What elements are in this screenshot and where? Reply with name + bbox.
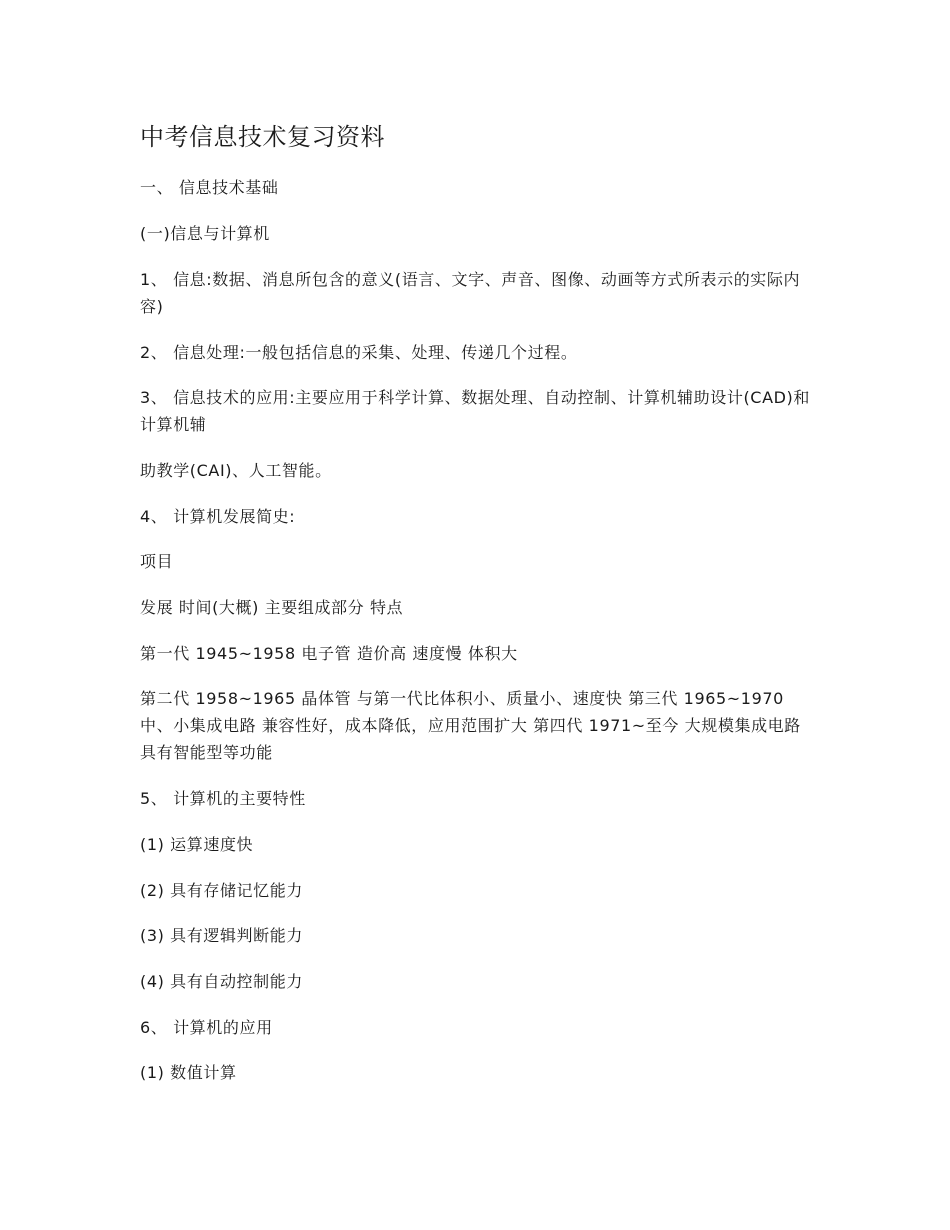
list-item: (3) 具有逻辑判断能力: [140, 926, 303, 945]
table-row-gen2-4: 第二代 1958~1965 晶体管 与第一代比体积小、质量小、速度快 第三代 1965~1970 中、小集成电路 兼容性好，成本降低，应用范围扩大 第四代 1971~至今 大规模集成电路 具有智能型等功能: [140, 689, 801, 762]
list-item: (2) 具有存储记忆能力: [140, 881, 303, 900]
paragraph-item-5: 5、 计算机的主要特性: [140, 789, 306, 808]
paragraph-item-2: 2、 信息处理:一般包括信息的采集、处理、传递几个过程。: [140, 343, 578, 362]
section-heading: 一、 信息技术基础: [140, 178, 279, 197]
subsection-heading: (一)信息与计算机: [140, 224, 270, 243]
paragraph-item-1: 1、 信息:数据、消息所包含的意义(语言、文字、声音、图像、动画等方式所表示的实际内容): [140, 270, 801, 316]
paragraph-item-4: 4、 计算机发展简史:: [140, 507, 296, 526]
paragraph-item-6: 6、 计算机的应用: [140, 1018, 273, 1037]
list-item: (1) 运算速度快: [140, 835, 254, 854]
list-item: (1) 数值计算: [140, 1063, 237, 1082]
paragraph-item-3-continued: 助教学(CAI)、人工智能。: [140, 461, 332, 480]
table-caption: 项目: [140, 552, 174, 571]
table-row-gen1: 第一代 1945~1958 电子管 造价高 速度慢 体积大: [140, 644, 518, 663]
document-title: 中考信息技术复习资料: [140, 123, 385, 151]
list-item: (4) 具有自动控制能力: [140, 972, 303, 991]
table-header-row: 发展 时间(大概) 主要组成部分 特点: [140, 598, 404, 617]
paragraph-item-3: 3、 信息技术的应用:主要应用于科学计算、数据处理、自动控制、计算机辅助设计(CAD)和计算机辅: [140, 388, 810, 434]
